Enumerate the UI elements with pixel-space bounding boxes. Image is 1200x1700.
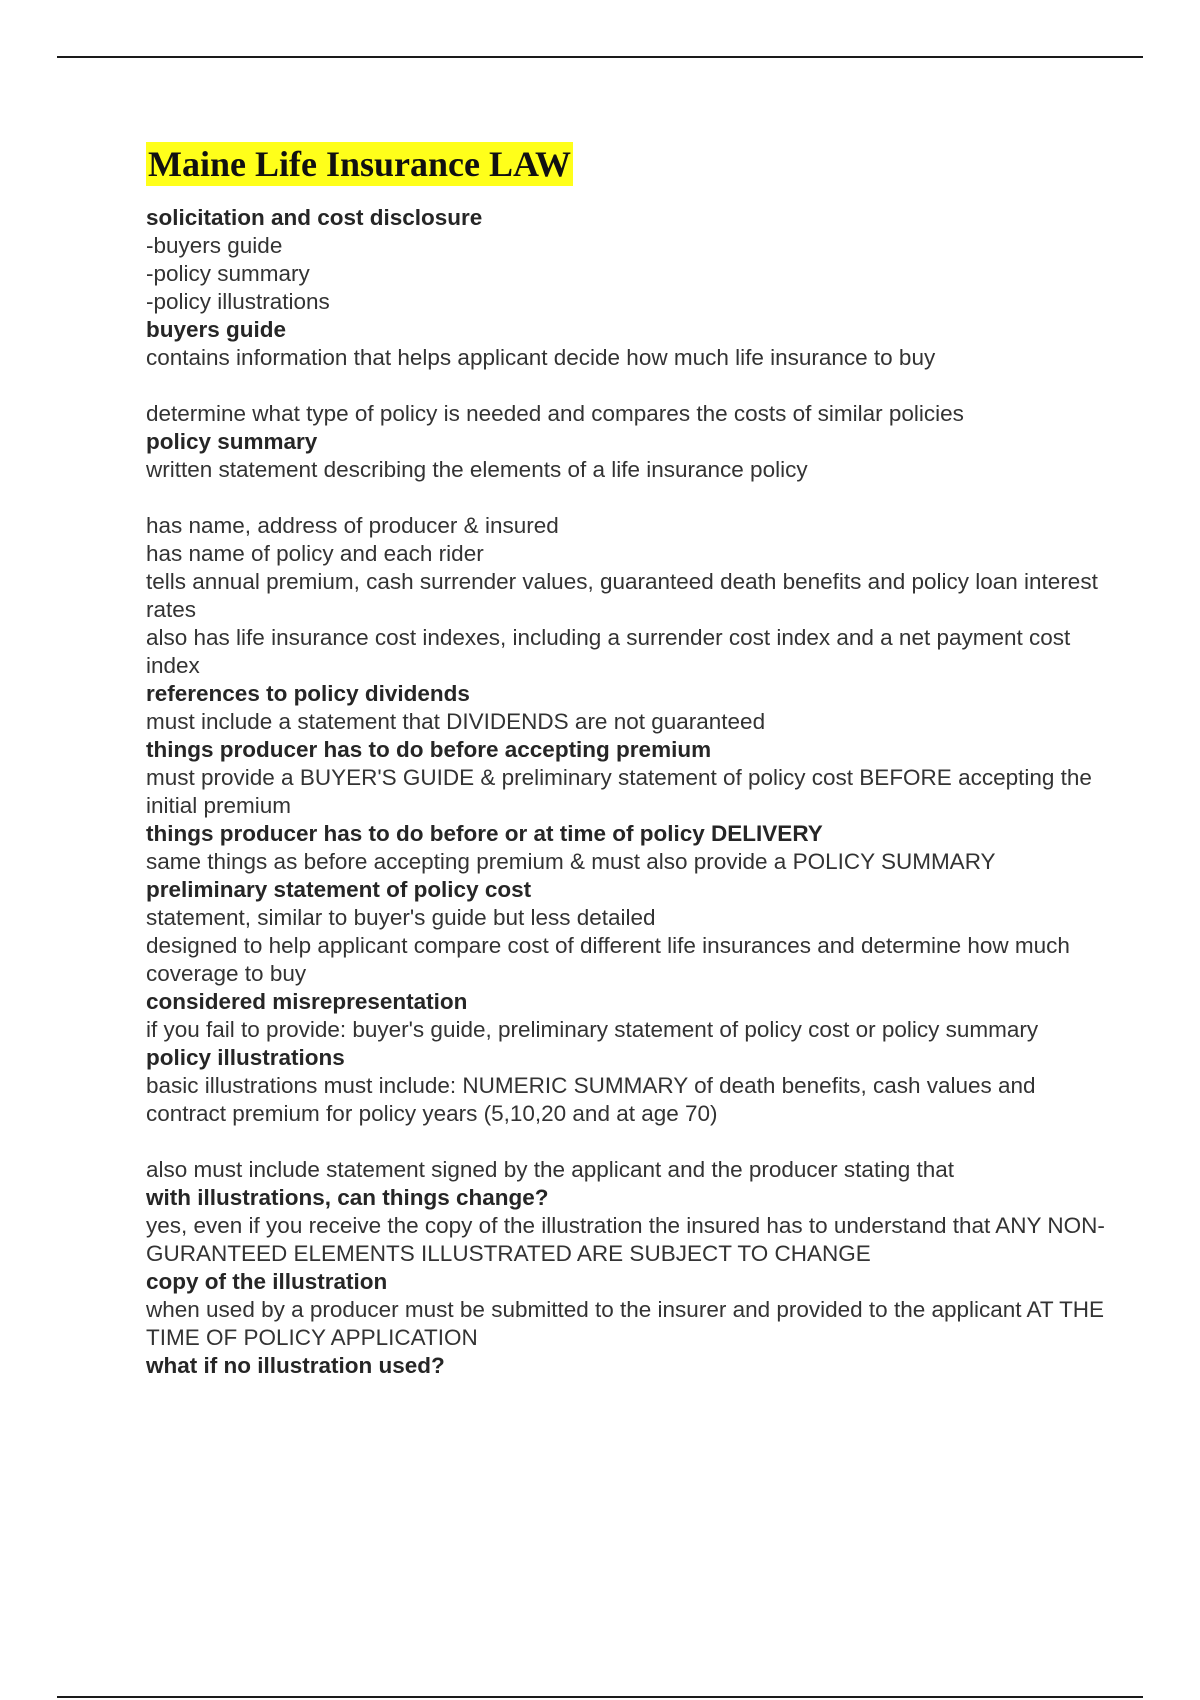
line: references to policy dividends <box>146 681 470 706</box>
line: -policy summary <box>146 261 310 286</box>
line: copy of the illustration <box>146 1269 388 1294</box>
line: solicitation and cost disclosure <box>146 205 483 230</box>
line: what if no illustration used? <box>146 1353 445 1378</box>
line: -policy illustrations <box>146 289 330 314</box>
line: -buyers guide <box>146 233 283 258</box>
line: designed to help applicant compare cost of different life insurances and determine how much coverage to buy <box>146 933 1070 986</box>
line: things producer has to do before accepting premium <box>146 737 712 762</box>
bottom-rule <box>57 1696 1143 1698</box>
line: has name, address of producer & insured <box>146 513 559 538</box>
line: when used by a producer must be submitted to the insurer and provided to the applicant AT THE TIME OF POLICY APPLICATION <box>146 1297 1105 1350</box>
blank-line <box>146 484 1106 512</box>
line: must include a statement that DIVIDENDS are not guaranteed <box>146 709 766 734</box>
line: must provide a BUYER'S GUIDE & preliminary statement of policy cost BEFORE accepting the initial premium <box>146 765 1092 818</box>
line: basic illustrations must include: NUMERIC SUMMARY of death benefits, cash values and contract premium for policy years (5,10,20 and at age 70) <box>146 1073 1036 1126</box>
line: with illustrations, can things change? <box>146 1185 549 1210</box>
line: policy illustrations <box>146 1045 345 1070</box>
line: preliminary statement of policy cost <box>146 877 532 902</box>
line: yes, even if you receive the copy of the illustration the insured has to understand that ANY NON-GURANTEED ELEMENTS ILLUSTRATED ARE SUBJECT TO CHANGE <box>146 1213 1105 1266</box>
line: written statement describing the elements of a life insurance policy <box>146 457 808 482</box>
line: has name of policy and each rider <box>146 541 484 566</box>
blank-line <box>146 372 1106 400</box>
line: considered misrepresentation <box>146 989 468 1014</box>
line: statement, similar to buyer's guide but less detailed <box>146 905 656 930</box>
line: if you fail to provide: buyer's guide, preliminary statement of policy cost or policy summary <box>146 1017 1039 1042</box>
top-rule <box>57 56 1143 58</box>
line: contains information that helps applicant decide how much life insurance to buy <box>146 345 936 370</box>
entries-list <box>146 204 1106 1380</box>
line: determine what type of policy is needed and compares the costs of similar policies <box>146 401 964 426</box>
document-title: Maine Life Insurance LAW <box>148 144 571 184</box>
line: policy summary <box>146 429 318 454</box>
document-body <box>146 142 1106 1380</box>
line: tells annual premium, cash surrender values, guaranteed death benefits and policy loan interest rates <box>146 569 1098 622</box>
line: things producer has to do before or at time of policy DELIVERY <box>146 821 823 846</box>
line: buyers guide <box>146 317 287 342</box>
line: also must include statement signed by the applicant and the producer stating that <box>146 1157 955 1182</box>
line: same things as before accepting premium & must also provide a POLICY SUMMARY <box>146 849 996 874</box>
blank-line <box>146 1128 1106 1156</box>
line: also has life insurance cost indexes, including a surrender cost index and a net payment cost index <box>146 625 1071 678</box>
